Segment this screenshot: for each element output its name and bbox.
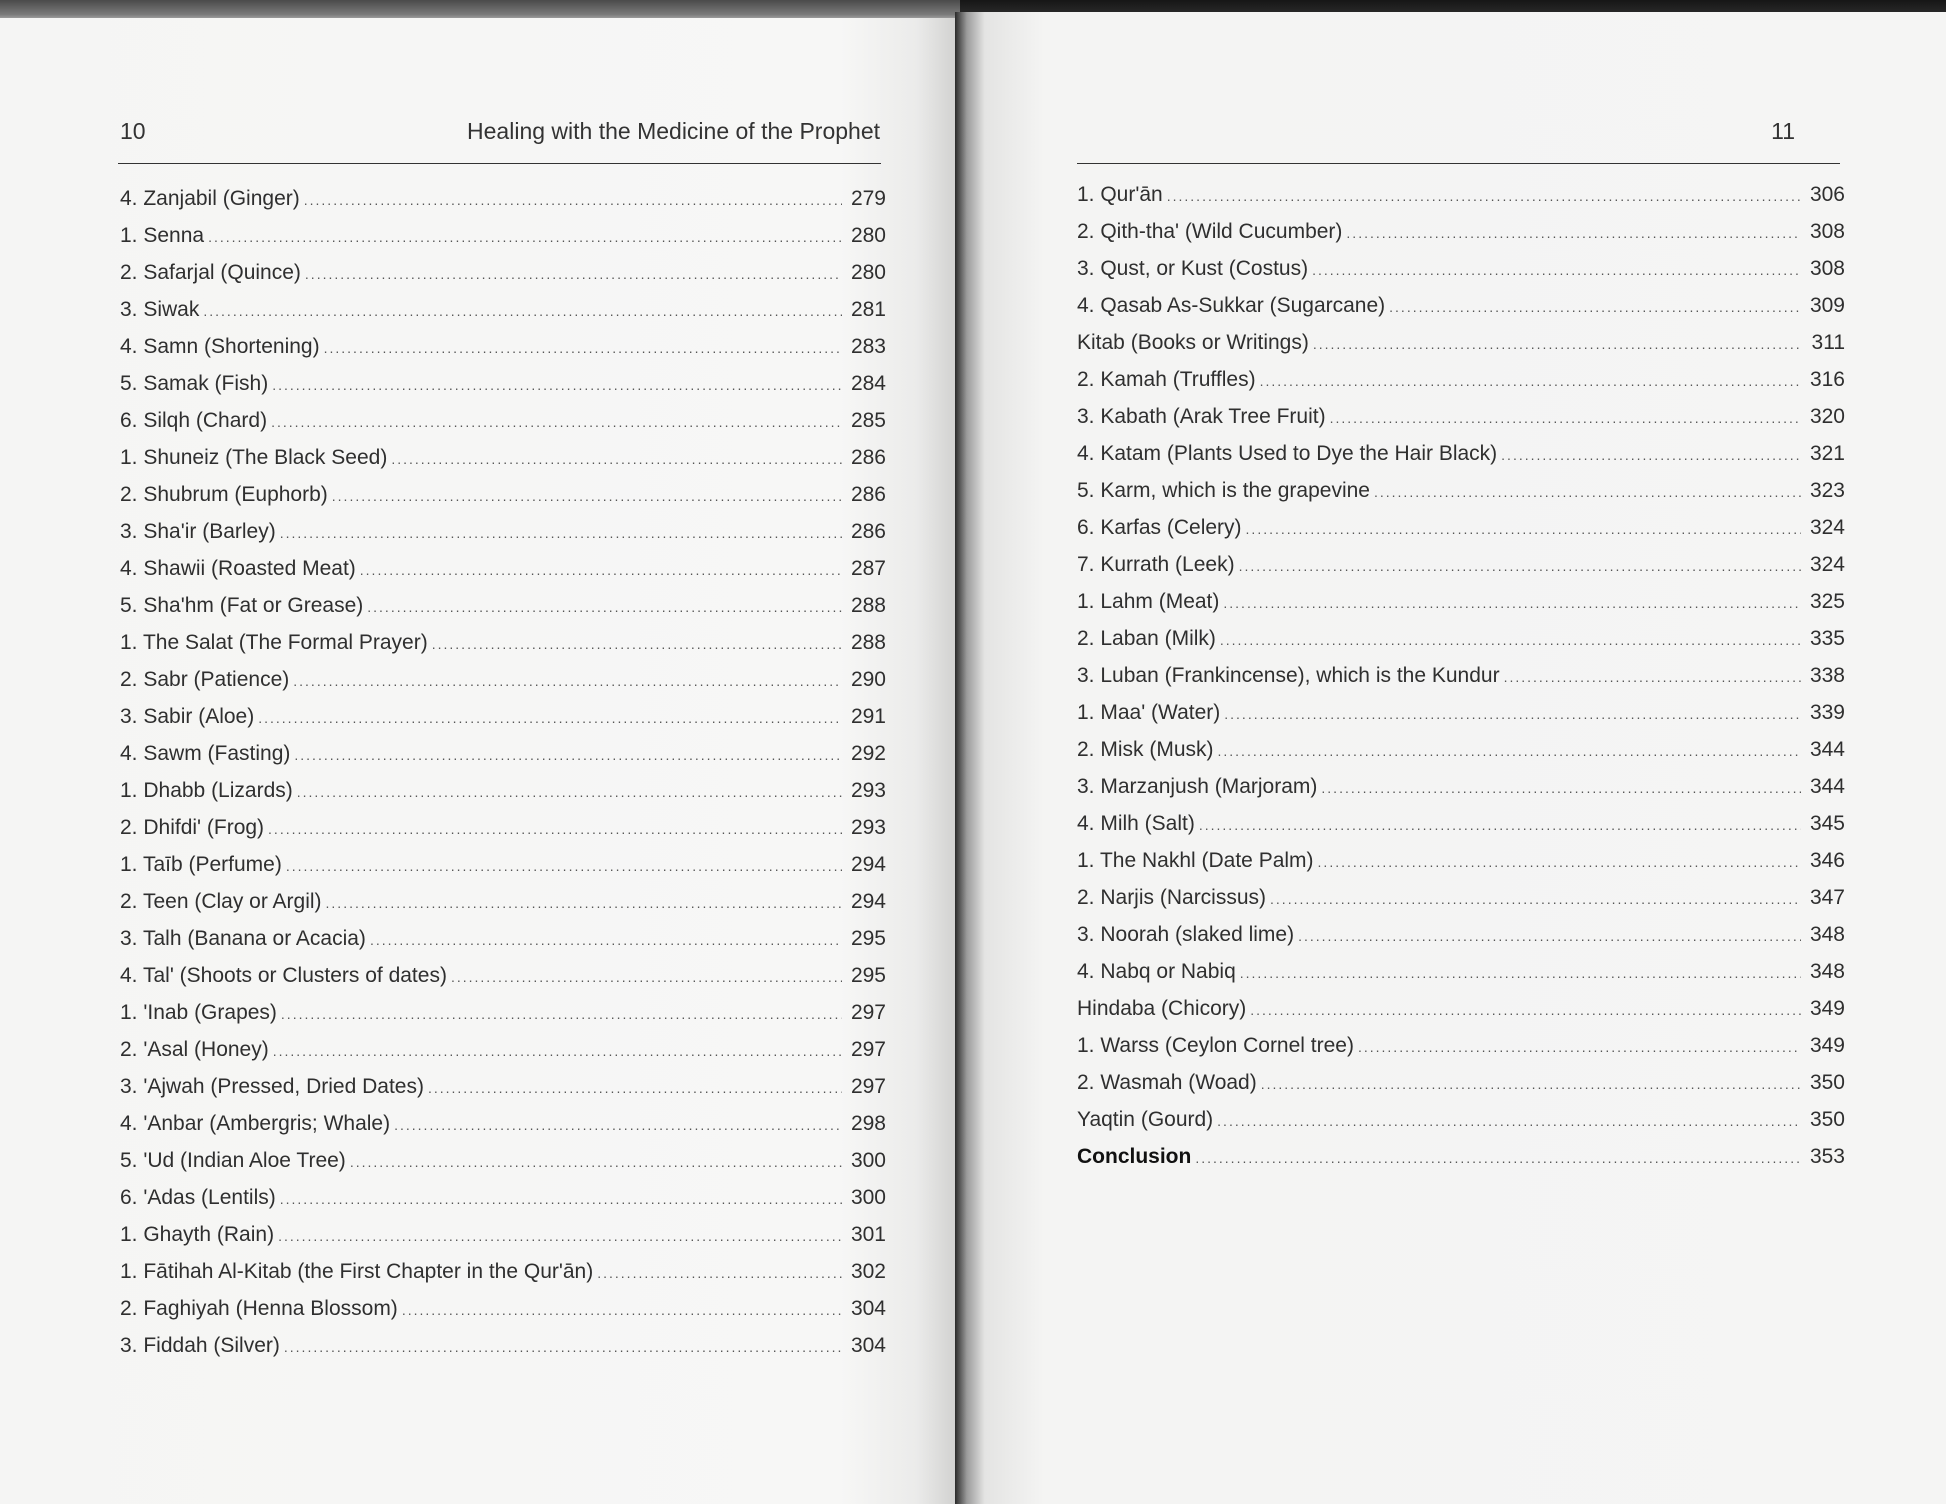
- dot-leader: [1318, 844, 1801, 881]
- toc-entry: [120, 920, 886, 957]
- toc-entry-title: 1. Qur'ān: [1077, 183, 1163, 206]
- toc-entry: [1077, 213, 1845, 250]
- dot-leader: [293, 663, 842, 700]
- dot-leader: [451, 959, 842, 996]
- dot-leader: [367, 589, 842, 626]
- toc-entry-title: 2. Laban (Milk): [1077, 627, 1216, 650]
- dot-leader: [332, 478, 842, 515]
- toc-entry-title: 6. 'Adas (Lentils): [120, 1186, 276, 1209]
- toc-entry-page: 288: [850, 631, 886, 654]
- toc-entry-page: 344: [1809, 738, 1845, 761]
- toc-entry: [1077, 546, 1845, 583]
- toc-entry-page: 309: [1809, 294, 1845, 317]
- toc-entry: [120, 809, 886, 846]
- toc-entry: [1077, 324, 1845, 361]
- toc-entry-page: 298: [850, 1112, 886, 1135]
- page-number-left: 10: [120, 118, 146, 144]
- dot-leader: [278, 1218, 842, 1255]
- dot-leader: [258, 700, 842, 737]
- toc-entry-page: 295: [850, 964, 886, 987]
- toc-entry-page: 344: [1809, 775, 1845, 798]
- toc-entry-title: 1. Senna: [120, 224, 205, 247]
- dot-leader: [394, 1107, 842, 1144]
- dot-leader: [280, 1181, 842, 1218]
- toc-entry-title: 2. Safarjal (Quince): [120, 261, 301, 284]
- toc-entry-page: 302: [850, 1260, 886, 1283]
- dot-leader: [1358, 1029, 1801, 1066]
- toc-entry-title: 2. Wasmah (Woad): [1077, 1071, 1257, 1094]
- toc-entry-page: 324: [1809, 553, 1845, 576]
- toc-entry-page: 280: [850, 224, 886, 247]
- toc-entry-title: 5. 'Ud (Indian Aloe Tree): [120, 1149, 346, 1172]
- toc-entry-title: 1. The Nakhl (Date Palm): [1077, 849, 1314, 872]
- toc-entry-title: Conclusion: [1077, 1145, 1192, 1168]
- toc-entry-page: 316: [1809, 368, 1845, 391]
- toc-entry-title: 3. Qust, or Kust (Costus): [1077, 257, 1309, 280]
- toc-entry-page: 308: [1809, 220, 1845, 243]
- toc-entry: [120, 1105, 886, 1142]
- toc-entry-title: 3. 'Ajwah (Pressed, Dried Dates): [120, 1075, 424, 1098]
- dot-leader: [1239, 548, 1801, 585]
- toc-entry-title: 4. Katam (Plants Used to Dye the Hair Black): [1077, 442, 1498, 465]
- toc-entry: [120, 957, 886, 994]
- toc-entry-title: 3. Siwak: [120, 298, 200, 321]
- toc-entry-page: 308: [1809, 257, 1845, 280]
- dot-leader: [208, 219, 842, 256]
- toc-entry-title: 1. 'Inab (Grapes): [120, 1001, 277, 1024]
- toc-entry-page: 280: [850, 261, 886, 284]
- toc-entry-page: 287: [850, 557, 886, 580]
- dot-leader: [391, 441, 842, 478]
- toc-entry-page: 323: [1809, 479, 1845, 502]
- header-rule-right: [1077, 163, 1840, 164]
- toc-entry-page: 350: [1809, 1071, 1845, 1094]
- toc-entry: [120, 439, 886, 476]
- toc-entry-page: 294: [850, 890, 886, 913]
- toc-entry: [1077, 1138, 1845, 1175]
- dot-leader: [370, 922, 842, 959]
- toc-entry: [120, 1031, 886, 1068]
- toc-entry-page: 304: [850, 1297, 886, 1320]
- toc-entry-page: 348: [1809, 960, 1845, 983]
- toc-entry: [120, 587, 886, 624]
- dot-leader: [1313, 326, 1801, 363]
- toc-list-right: [1077, 176, 1845, 1175]
- dot-leader: [428, 1070, 842, 1107]
- toc-entry: [120, 846, 886, 883]
- toc-entry: [1077, 1101, 1845, 1138]
- toc-entry-title: 3. Luban (Frankincense), which is the Kundur: [1077, 664, 1500, 687]
- dot-leader: [402, 1292, 842, 1329]
- dot-leader: [1199, 807, 1801, 844]
- toc-entry-title: 1. Dhabb (Lizards): [120, 779, 293, 802]
- dot-leader: [1260, 363, 1801, 400]
- toc-entry-title: 6. Silqh (Chard): [120, 409, 268, 432]
- toc-entry-title: 2. Dhifdi' (Frog): [120, 816, 265, 839]
- dot-leader: [1374, 474, 1801, 511]
- toc-entry-title: 3. Marzanjush (Marjoram): [1077, 775, 1318, 798]
- toc-entry-page: 279: [850, 187, 886, 210]
- toc-entry-page: 293: [850, 816, 886, 839]
- dot-leader: [1217, 1103, 1801, 1140]
- toc-entry-title: 4. Milh (Salt): [1077, 812, 1195, 835]
- toc-entry: [120, 402, 886, 439]
- toc-entry: [120, 1290, 886, 1327]
- right-page: [955, 12, 1946, 1504]
- dot-leader: [268, 811, 842, 848]
- toc-entry-page: 306: [1809, 183, 1845, 206]
- toc-entry-title: 1. Ghayth (Rain): [120, 1223, 275, 1246]
- toc-entry-page: 281: [850, 298, 886, 321]
- toc-entry: [120, 291, 886, 328]
- dot-leader: [1218, 733, 1802, 770]
- toc-entry-title: 4. Qasab As-Sukkar (Sugarcane): [1077, 294, 1386, 317]
- dot-leader: [350, 1144, 842, 1181]
- toc-entry: [120, 1068, 886, 1105]
- toc-entry: [1077, 435, 1845, 472]
- toc-entry-title: 5. Samak (Fish): [120, 372, 269, 395]
- toc-entry-title: 2. Qith-tha' (Wild Cucumber): [1077, 220, 1343, 243]
- toc-entry-title: 1. Taīb (Perfume): [120, 853, 282, 876]
- toc-entry: [1077, 1027, 1845, 1064]
- dot-leader: [326, 885, 842, 922]
- toc-entry-page: 300: [850, 1149, 886, 1172]
- toc-entry: [120, 1179, 886, 1216]
- toc-entry: [1077, 620, 1845, 657]
- toc-entry-page: 349: [1809, 997, 1845, 1020]
- toc-entry-title: 4. Samn (Shortening): [120, 335, 320, 358]
- header-rule-left: [118, 163, 881, 164]
- dot-leader: [1330, 400, 1801, 437]
- toc-entry-page: 292: [850, 742, 886, 765]
- toc-entry-page: 349: [1809, 1034, 1845, 1057]
- toc-entry-page: 294: [850, 853, 886, 876]
- toc-entry-page: 297: [850, 1038, 886, 1061]
- toc-entry-title: 4. Nabq or Nabiq: [1077, 960, 1236, 983]
- toc-entry-page: 288: [850, 594, 886, 617]
- dot-leader: [1240, 955, 1801, 992]
- toc-entry-title: 4. 'Anbar (Ambergris; Whale): [120, 1112, 391, 1135]
- toc-entry: [120, 1253, 886, 1290]
- toc-entry-title: 2. Teen (Clay or Argil): [120, 890, 322, 913]
- dot-leader: [305, 256, 842, 293]
- dot-leader: [1298, 918, 1801, 955]
- toc-entry-title: 3. Noorah (slaked lime): [1077, 923, 1295, 946]
- dot-leader: [1246, 511, 1801, 548]
- toc-entry: [120, 994, 886, 1031]
- dot-leader: [1250, 992, 1801, 1029]
- toc-entry: [1077, 879, 1845, 916]
- toc-entry-page: 286: [850, 483, 886, 506]
- toc-entry-title: 4. Tal' (Shoots or Clusters of dates): [120, 964, 447, 987]
- toc-entry-page: 335: [1809, 627, 1845, 650]
- running-title: Healing with the Medicine of the Prophet: [467, 118, 880, 144]
- toc-entry-title: 4. Shawii (Roasted Meat): [120, 557, 356, 580]
- toc-entry: [1077, 953, 1845, 990]
- toc-entry: [120, 883, 886, 920]
- toc-entry: [120, 1142, 886, 1179]
- dot-leader: [297, 774, 842, 811]
- toc-entry-title: 1. Fātihah Al-Kitab (the First Chapter in the Qur'ān): [120, 1260, 594, 1283]
- toc-entry-page: 345: [1809, 812, 1845, 835]
- toc-entry-title: 5. Sha'hm (Fat or Grease): [120, 594, 364, 617]
- left-page: [0, 18, 955, 1504]
- toc-entry: [120, 476, 886, 513]
- dot-leader: [324, 330, 842, 367]
- dot-leader: [271, 404, 842, 441]
- toc-entry-title: 3. Talh (Banana or Acacia): [120, 927, 366, 950]
- toc-entry: [1077, 361, 1845, 398]
- toc-entry-title: 2. Faghiyah (Henna Blossom): [120, 1297, 398, 1320]
- dot-leader: [1321, 770, 1801, 807]
- dot-leader: [1504, 659, 1801, 696]
- dot-leader: [432, 626, 842, 663]
- toc-entry: [120, 698, 886, 735]
- toc-entry: [1077, 472, 1845, 509]
- toc-entry-page: 295: [850, 927, 886, 950]
- toc-entry-page: 283: [850, 335, 886, 358]
- toc-entry: [120, 180, 886, 217]
- dot-leader: [1167, 178, 1801, 215]
- dot-leader: [280, 515, 842, 552]
- dot-leader: [1261, 1066, 1801, 1103]
- toc-entry-title: 5. Karm, which is the grapevine: [1077, 479, 1370, 502]
- toc-entry: [120, 1216, 886, 1253]
- toc-entry: [120, 217, 886, 254]
- toc-entry-title: 1. The Salat (The Formal Prayer): [120, 631, 428, 654]
- toc-entry-page: 297: [850, 1075, 886, 1098]
- toc-entry-page: 286: [850, 446, 886, 469]
- toc-entry-page: 350: [1809, 1108, 1845, 1131]
- toc-entry-title: 1. Maa' (Water): [1077, 701, 1221, 724]
- toc-entry: [120, 550, 886, 587]
- toc-entry-title: Yaqtin (Gourd): [1077, 1108, 1214, 1131]
- toc-entry-page: 301: [850, 1223, 886, 1246]
- toc-entry-page: 348: [1809, 923, 1845, 946]
- dot-leader: [597, 1255, 842, 1292]
- toc-list-left: [120, 180, 886, 1364]
- toc-entry-title: 2. Kamah (Truffles): [1077, 368, 1256, 391]
- dot-leader: [1346, 215, 1801, 252]
- toc-entry-title: 3. Sabir (Aloe): [120, 705, 255, 728]
- toc-entry-title: 2. Shubrum (Euphorb): [120, 483, 328, 506]
- page-number-right: 11: [1771, 118, 1795, 144]
- toc-entry: [120, 254, 886, 291]
- toc-entry: [1077, 768, 1845, 805]
- toc-entry-title: 3. Sha'ir (Barley): [120, 520, 276, 543]
- toc-entry-title: 2. Narjis (Narcissus): [1077, 886, 1267, 909]
- toc-entry-page: 285: [850, 409, 886, 432]
- dot-leader: [203, 293, 842, 330]
- toc-entry: [120, 365, 886, 402]
- toc-entry-title: 4. Zanjabil (Ginger): [120, 187, 300, 210]
- toc-entry-page: 304: [850, 1334, 886, 1357]
- toc-entry-title: 7. Kurrath (Leek): [1077, 553, 1235, 576]
- toc-entry-title: 1. Shuneiz (The Black Seed): [120, 446, 388, 469]
- toc-entry-page: 346: [1809, 849, 1845, 872]
- toc-entry-title: 3. Kabath (Arak Tree Fruit): [1077, 405, 1326, 428]
- toc-entry-title: 3. Fiddah (Silver): [120, 1334, 280, 1357]
- toc-entry: [120, 513, 886, 550]
- toc-entry-title: 2. Sabr (Patience): [120, 668, 290, 691]
- toc-entry-page: 353: [1809, 1145, 1845, 1168]
- toc-entry-page: 320: [1809, 405, 1845, 428]
- toc-entry: [120, 772, 886, 809]
- toc-entry-title: 2. Misk (Musk): [1077, 738, 1214, 761]
- dot-leader: [360, 552, 842, 589]
- toc-entry-page: 284: [850, 372, 886, 395]
- toc-entry-page: 339: [1809, 701, 1845, 724]
- dot-leader: [281, 996, 842, 1033]
- dot-leader: [1223, 585, 1801, 622]
- dot-leader: [1389, 289, 1801, 326]
- toc-entry: [120, 735, 886, 772]
- toc-entry-page: 290: [850, 668, 886, 691]
- toc-entry-page: 338: [1809, 664, 1845, 687]
- toc-entry: [1077, 250, 1845, 287]
- dot-leader: [273, 1033, 842, 1070]
- toc-entry-page: 293: [850, 779, 886, 802]
- toc-entry-page: 347: [1809, 886, 1845, 909]
- toc-entry: [1077, 509, 1845, 546]
- toc-entry-title: 4. Sawm (Fasting): [120, 742, 291, 765]
- toc-entry-page: 324: [1809, 516, 1845, 539]
- toc-entry: [1077, 398, 1845, 435]
- toc-entry: [120, 1327, 886, 1364]
- toc-entry: [1077, 583, 1845, 620]
- toc-entry: [1077, 1064, 1845, 1101]
- dot-leader: [1224, 696, 1801, 733]
- dot-leader: [1501, 437, 1801, 474]
- dot-leader: [272, 367, 842, 404]
- dot-leader: [284, 1329, 842, 1366]
- toc-entry-title: 1. Warss (Ceylon Cornel tree): [1077, 1034, 1354, 1057]
- toc-entry-page: 325: [1809, 590, 1845, 613]
- toc-entry: [120, 328, 886, 365]
- toc-entry: [1077, 990, 1845, 1027]
- toc-entry: [1077, 842, 1845, 879]
- toc-entry-title: 1. Lahm (Meat): [1077, 590, 1220, 613]
- toc-entry: [1077, 916, 1845, 953]
- toc-entry: [1077, 731, 1845, 768]
- toc-entry: [1077, 805, 1845, 842]
- dot-leader: [286, 848, 842, 885]
- toc-entry: [120, 661, 886, 698]
- toc-entry-page: 321: [1809, 442, 1845, 465]
- dot-leader: [1270, 881, 1801, 918]
- toc-entry: [1077, 694, 1845, 731]
- toc-entry: [120, 624, 886, 661]
- toc-entry-page: 291: [850, 705, 886, 728]
- toc-entry: [1077, 287, 1845, 324]
- dot-leader: [304, 182, 842, 219]
- toc-entry-title: 2. 'Asal (Honey): [120, 1038, 269, 1061]
- toc-entry-page: 311: [1811, 331, 1845, 354]
- dot-leader: [1312, 252, 1801, 289]
- toc-entry: [1077, 657, 1845, 694]
- toc-entry: [1077, 176, 1845, 213]
- toc-entry-page: 286: [850, 520, 886, 543]
- toc-entry-page: 297: [850, 1001, 886, 1024]
- dot-leader: [1220, 622, 1801, 659]
- dot-leader: [1195, 1140, 1801, 1177]
- toc-entry-title: 6. Karfas (Celery): [1077, 516, 1242, 539]
- toc-entry-title: Hindaba (Chicory): [1077, 997, 1247, 1020]
- toc-entry-page: 300: [850, 1186, 886, 1209]
- toc-entry-title: Kitab (Books or Writings): [1077, 331, 1309, 354]
- dot-leader: [294, 737, 842, 774]
